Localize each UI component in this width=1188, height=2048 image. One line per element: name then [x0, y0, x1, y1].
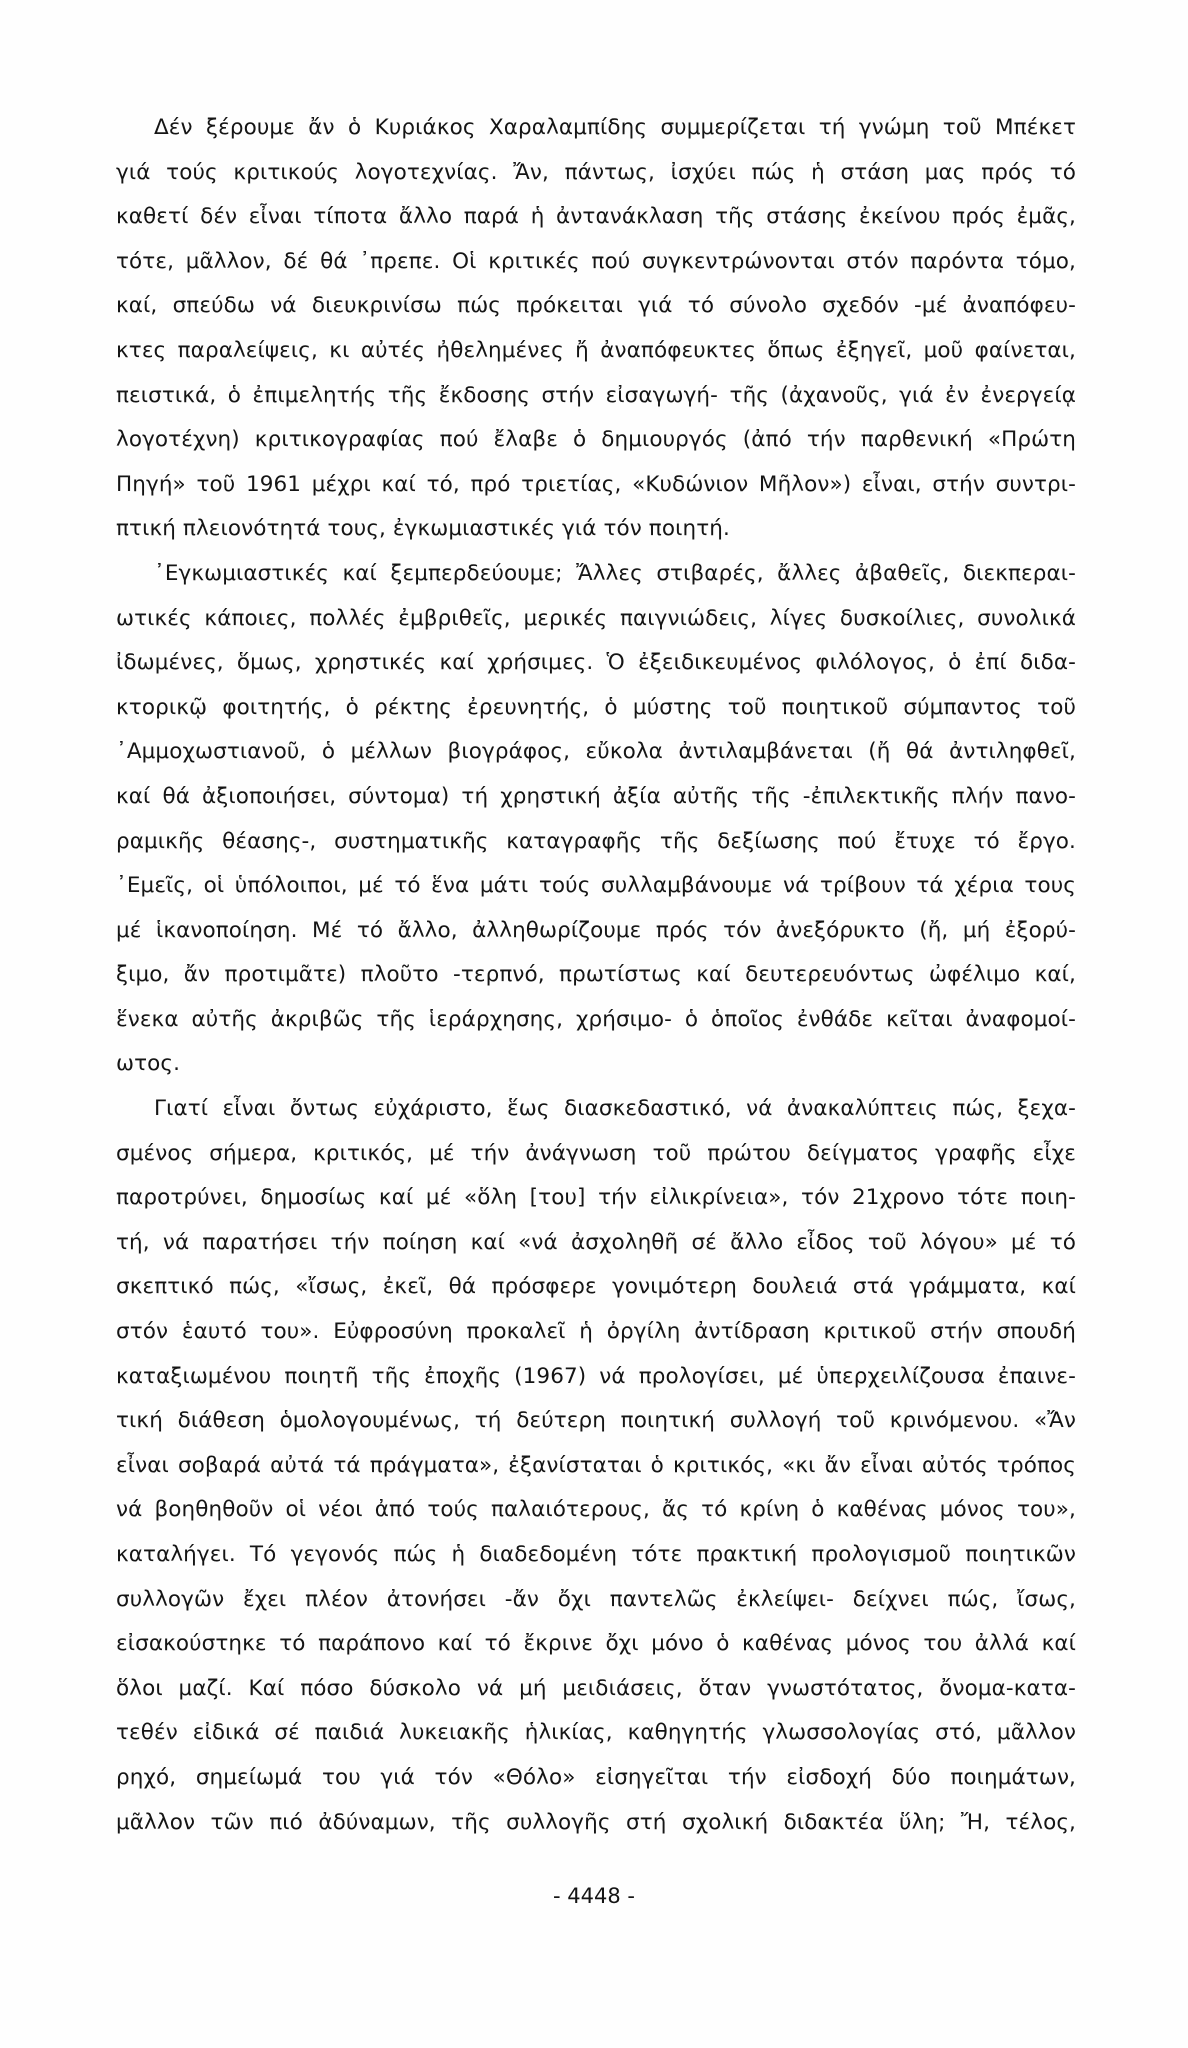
text-line: καί, σπεύδω νά διευκρινίσω πώς πρόκειται γιά τό σύνολο σχεδόν -μέ ἀναπόφευ-	[116, 293, 1076, 319]
text-line: γιά τούς κριτικούς λογοτεχνίας. Ἄν, πάντως, ἰσχύει πώς ἡ στάση μας πρός τό	[116, 159, 1076, 185]
text-line: ἰδωμένες, ὅμως, χρηστικές καί χρήσιμες. Ὁ ἐξειδικευμένος φιλόλογος, ὁ ἐπί διδα-	[116, 650, 1076, 676]
body-text	[116, 106, 1076, 1845]
text-line: πειστικά, ὁ ἐπιμελητής τῆς ἔκδοσης στήν εἰσαγωγή- τῆς (ἀχανοῦς, γιά ἐν ἐνεργείᾳ	[116, 382, 1076, 408]
text-line: ἕνεκα αὐτῆς ἀκριβῶς τῆς ἱεράρχησης, χρήσιμο- ὁ ὁποῖος ἐνθάδε κεῖται ἀναφομοί-	[116, 1006, 1076, 1032]
text-line: Δέν ξέρουμε ἄν ὁ Κυριάκος Χαραλαμπίδης συμμερίζεται τή γνώμη τοῦ Μπέκετ	[154, 115, 1076, 140]
text-line: μᾶλλον τῶν πιό ἀδύναμων, τῆς συλλογῆς στή σχολική διδακτέα ὕλη; Ἤ, τέλος,	[116, 1809, 1076, 1835]
text-line: ᾿Εγκωμιαστικές καί ξεμπερδεύουμε; Ἄλλες στιβαρές, ἄλλες ἀβαθεῖς, διεκπεραι-	[154, 560, 1076, 586]
text-line: σκεπτικό πώς, «ἴσως, ἐκεῖ, θά πρόσφερε γονιμότερη δουλειά στά γράμματα, καί	[116, 1274, 1076, 1300]
text-line: τική διάθεση ὁμολογουμένως, τή δεύτερη ποιητική συλλογή τοῦ κρινόμενου. «Ἄν	[116, 1408, 1076, 1434]
text-line: ραμικῆς θέασης-, συστηματικῆς καταγραφῆς τῆς δεξίωσης πού ἔτυχε τό ἔργο.	[116, 828, 1076, 854]
text-line: μέ ἱκανοποίηση. Μέ τό ἄλλο, ἀλληθωρίζουμε πρός τόν ἀνεξόρυκτο (ἤ, μή ἐξορύ-	[116, 917, 1076, 943]
text-line: τότε, μᾶλλον, δέ θά ᾿πρεπε. Οἱ κριτικές πού συγκεντρώνονται στόν παρόντα τόμο,	[116, 248, 1076, 274]
text-line: κτες παραλείψεις, κι αὐτές ἠθελημένες ἤ ἀναπόφευκτες ὅπως ἐξηγεῖ, μοῦ φαίνεται,	[116, 337, 1076, 363]
text-line: ὅλοι μαζί. Καί πόσο δύσκολο νά μή μειδιάσεις, ὅταν γνωστότατος, ὄνομα-κατα-	[116, 1675, 1076, 1701]
text-line: κτορικῷ φοιτητής, ὁ ρέκτης ἐρευνητής, ὁ μύστης τοῦ ποιητικοῦ σύμπαντος τοῦ	[116, 694, 1076, 720]
text-line: καί θά ἀξιοποιήσει, σύντομα) τή χρηστική ἀξία αὐτῆς τῆς -ἐπιλεκτικῆς πλήν πανο-	[116, 783, 1076, 809]
text-line: παροτρύνει, δημοσίως καί μέ «ὅλη [του] τήν εἰλικρίνεια», τόν 21χρονο τότε ποιη-	[116, 1185, 1076, 1211]
text-line: τεθέν εἰδικά σέ παιδιά λυκειακῆς ἡλικίας, καθηγητής γλωσσολογίας στό, μᾶλλον	[116, 1720, 1076, 1746]
page-number: - 4448 -	[553, 1884, 635, 1908]
text-line: πτική πλειονότητά τους, ἐγκωμιαστικές γιά τόν ποιητή.	[116, 516, 730, 542]
text-line: ωτος.	[116, 1051, 181, 1077]
text-line: καθετί δέν εἶναι τίποτα ἄλλο παρά ἡ ἀντανάκλαση τῆς στάσης ἐκείνου πρός ἐμᾶς,	[116, 204, 1076, 230]
text-line: Γιατί εἶναι ὄντως εὐχάριστο, ἕως διασκεδαστικό, νά ἀνακαλύπτεις πώς, ξεχα-	[154, 1096, 1076, 1122]
text-line: νά βοηθηθοῦν οἱ νέοι ἀπό τούς παλαιότερους, ἄς τό κρίνη ὁ καθένας μόνος του»,	[116, 1497, 1076, 1523]
text-line: ᾿Εμεῖς, οἱ ὑπόλοιποι, μέ τό ἕνα μάτι τούς συλλαμβάνουμε νά τρίβουν τά χέρια τους	[116, 873, 1076, 899]
text-line: καταξιωμένου ποιητῆ τῆς ἐποχῆς (1967) νά προλογίσει, μέ ὑπερχειλίζουσα ἐπαινε-	[116, 1363, 1076, 1389]
text-line: εἰσακούστηκε τό παράπονο καί τό ἔκρινε ὄχι μόνο ὁ καθένας μόνος του ἀλλά καί	[116, 1631, 1076, 1657]
text-line: εἶναι σοβαρά αὐτά τά πράγματα», ἐξανίσταται ὁ κριτικός, «κι ἄν εἶναι αὐτός τρόπος	[116, 1452, 1076, 1478]
text-line: ρηχό, σημείωμά του γιά τόν «Θόλο» εἰσηγεῖται τήν εἰσδοχή δύο ποιημάτων,	[116, 1764, 1076, 1790]
text-line: λογοτέχνη) κριτικογραφίας πού ἔλαβε ὁ δημιουργός (ἀπό τήν παρθενική «Πρώτη	[116, 427, 1076, 453]
text-line: ᾿Αμμοχωστιανοῦ, ὁ μέλλων βιογράφος, εὔκολα ἀντιλαμβάνεται (ἤ θά ἀντιληφθεῖ,	[116, 739, 1076, 765]
text-line: συλλογῶν ἔχει πλέον ἀτονήσει -ἄν ὄχι παντελῶς ἐκλείψει- δείχνει πώς, ἴσως,	[116, 1586, 1076, 1612]
text-line: τή, νά παρατήσει τήν ποίηση καί «νά ἀσχοληθῆ σέ ἄλλο εἶδος τοῦ λόγου» μέ τό	[116, 1229, 1076, 1255]
text-line: καταλήγει. Τό γεγονός πώς ἡ διαδεδομένη τότε πρακτική προλογισμοῦ ποιητικῶν	[116, 1542, 1076, 1567]
text-line: σμένος σήμερα, κριτικός, μέ τήν ἀνάγνωση τοῦ πρώτου δείγματος γραφῆς εἶχε	[116, 1140, 1076, 1166]
text-line: ωτικές κάποιες, πολλές ἐμβριθεῖς, μερικές παιγνιώδεις, λίγες δυσκοίλιες, συνολικά	[116, 605, 1076, 631]
text-line: Πηγή» τοῦ 1961 μέχρι καί τό, πρό τριετίας, «Κυδώνιον Μῆλον») εἶναι, στήν συντρι-	[116, 471, 1076, 497]
text-line: στόν ἑαυτό του». Εὐφροσύνη προκαλεῖ ἡ ὀργίλη ἀντίδραση κριτικοῦ στήν σπουδή	[116, 1319, 1076, 1345]
text-line: ξιμο, ἄν προτιμᾶτε) πλοῦτο -τερπνό, πρωτίστως καί δευτερευόντως ὠφέλιμο καί,	[116, 962, 1076, 988]
